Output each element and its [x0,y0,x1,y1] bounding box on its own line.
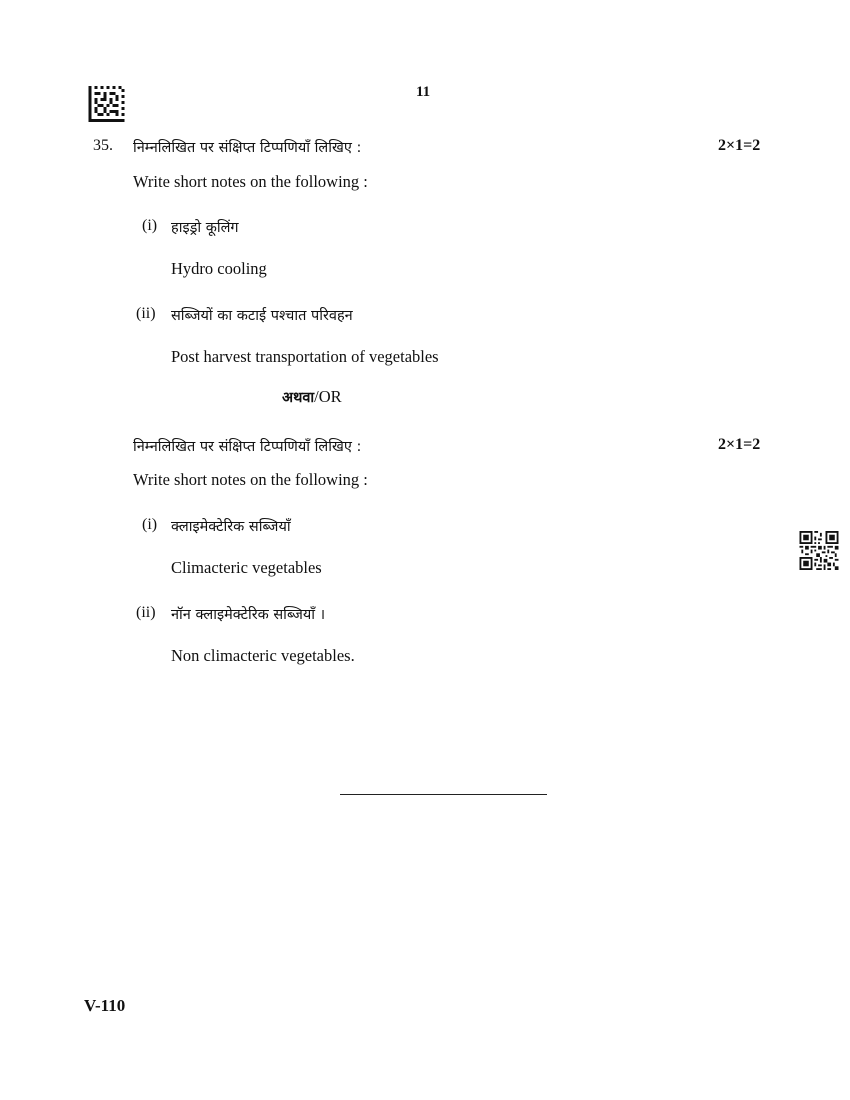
item-english: Non climacteric vegetables. [171,646,355,665]
question-instruction-hindi: निम्नलिखित पर संक्षिप्त टिप्पणियाँ लिखिए : [133,140,362,156]
item-number: (i) [142,217,158,234]
item-hindi: सब्जियों का कटाई पश्चात परिवहन [171,308,353,324]
alternative-instruction-english: Write short notes on the following : [133,470,368,489]
end-of-paper-rule [340,794,547,795]
or-label-hindi: अथवा [282,390,315,406]
item-english: Climacteric vegetables [171,558,322,577]
item-hindi: क्लाइमेक्टेरिक सब्जियाँ [171,519,291,535]
or-separator [282,387,342,407]
item-number: (i) [142,516,158,533]
item-number: (ii) [136,604,156,621]
question-number: 35. [93,137,113,154]
item-number: (ii) [136,305,156,322]
item-english: Hydro cooling [171,259,267,278]
item-hindi: नॉन क्लाइमेक्टेरिक सब्जियाँ । [171,607,326,623]
data-matrix-code-icon [88,86,125,122]
item-english: Post harvest transportation of vegetables [171,347,439,366]
alternative-instruction-hindi: निम्नलिखित पर संक्षिप्त टिप्पणियाँ लिखिए : [133,439,362,455]
paper-code: V-110 [84,996,126,1015]
alternative-marks: 2×1=2 [718,436,761,453]
item-hindi: हाइड्रो कूलिंग [171,220,239,236]
or-label-english: /OR [314,387,342,406]
question-instruction-english: Write short notes on the following : [133,172,368,191]
question-marks: 2×1=2 [718,137,761,154]
qr-code-icon [799,531,839,570]
page-number: 11 [416,84,431,100]
